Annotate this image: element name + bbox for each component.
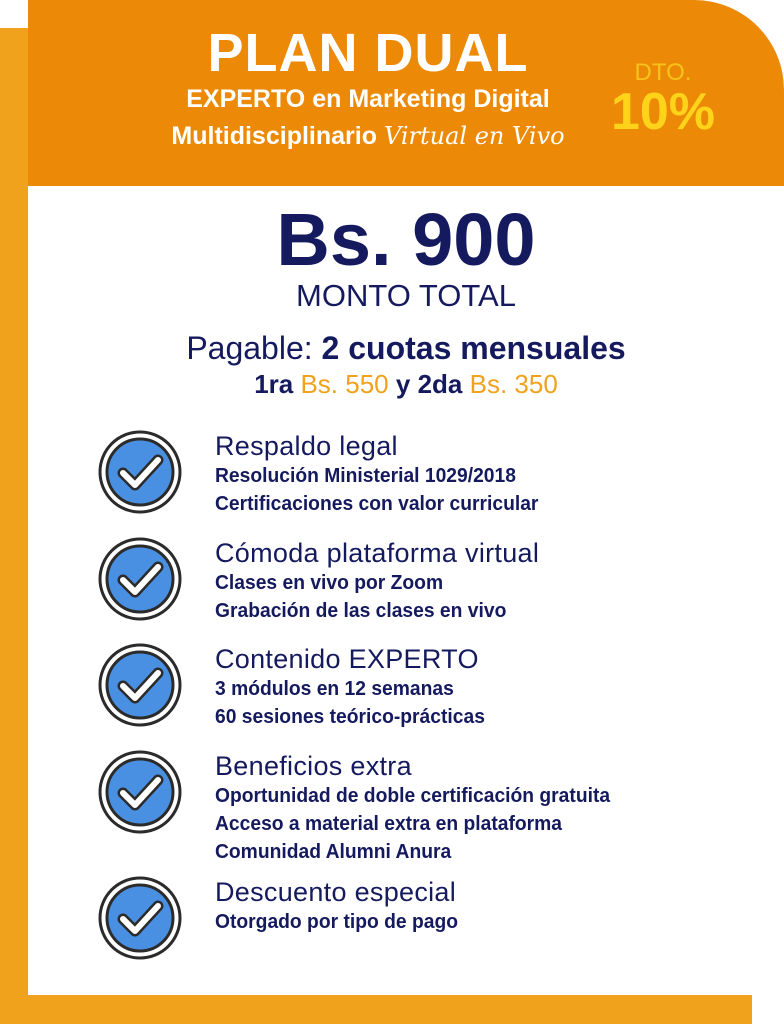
bottom-orange-border bbox=[0, 995, 752, 1024]
check-circle-icon bbox=[98, 643, 182, 727]
check-circle-icon bbox=[98, 537, 182, 621]
second-installment-amount: Bs. 350 bbox=[469, 369, 558, 399]
price-amount: Bs. 900 bbox=[276, 198, 536, 281]
check-circle-icon bbox=[98, 750, 182, 834]
feature-detail: 60 sesiones teórico-prácticas bbox=[215, 705, 485, 728]
header-banner bbox=[28, 0, 784, 186]
discount-label: DTO. bbox=[634, 59, 692, 86]
installment-connector: y bbox=[395, 369, 411, 399]
feature-text bbox=[215, 643, 735, 731]
feature-detail: Grabación de las clases en vivo bbox=[215, 599, 507, 622]
plan-title: PLAN DUAL bbox=[207, 23, 529, 83]
feature-detail: Comunidad Alumni Anura bbox=[215, 840, 452, 863]
payable-value: 2 cuotas mensuales bbox=[321, 330, 626, 366]
discount-value: 10% bbox=[610, 83, 716, 141]
feature-detail: Otorgado por tipo de pago bbox=[215, 910, 459, 933]
feature-text bbox=[215, 876, 735, 936]
first-installment-amount: Bs. 550 bbox=[300, 369, 389, 399]
plan-subtitle-text: Multidisciplinario bbox=[171, 122, 377, 150]
feature-text bbox=[215, 430, 735, 518]
first-installment-label: 1ra bbox=[254, 369, 294, 399]
plan-heading bbox=[88, 22, 648, 154]
left-orange-border bbox=[0, 28, 30, 1024]
plan-subtitle-line1: EXPERTO en Marketing Digital bbox=[186, 85, 550, 113]
feature-text bbox=[215, 537, 735, 625]
discount-badge bbox=[588, 59, 738, 141]
feature-detail: Oportunidad de doble certificación gratuita bbox=[215, 784, 611, 807]
payable-line bbox=[28, 328, 784, 368]
feature-title: Descuento especial bbox=[215, 877, 457, 907]
check-circle-icon bbox=[98, 430, 182, 514]
feature-detail: Clases en vivo por Zoom bbox=[215, 571, 444, 594]
feature-detail: Acceso a material extra en plataforma bbox=[215, 812, 563, 835]
feature-detail: 3 módulos en 12 semanas bbox=[215, 677, 454, 700]
second-installment-label: 2da bbox=[417, 369, 463, 399]
feature-title: Cómoda plataforma virtual bbox=[215, 538, 540, 568]
check-circle-icon bbox=[98, 876, 182, 960]
feature-detail: Resolución Ministerial 1029/2018 bbox=[215, 464, 516, 487]
plan-subtitle-script: Virtual en Vivo bbox=[383, 122, 565, 150]
feature-title: Respaldo legal bbox=[215, 431, 398, 461]
feature-title: Beneficios extra bbox=[215, 751, 412, 781]
installments-detail bbox=[28, 368, 784, 400]
feature-title: Contenido EXPERTO bbox=[215, 644, 479, 674]
feature-detail: Certificaciones con valor curricular bbox=[215, 492, 539, 515]
plan-subtitle-line2 bbox=[88, 118, 648, 154]
total-label: MONTO TOTAL bbox=[296, 278, 516, 313]
payable-prefix: Pagable: bbox=[186, 330, 313, 366]
feature-text bbox=[215, 750, 735, 866]
